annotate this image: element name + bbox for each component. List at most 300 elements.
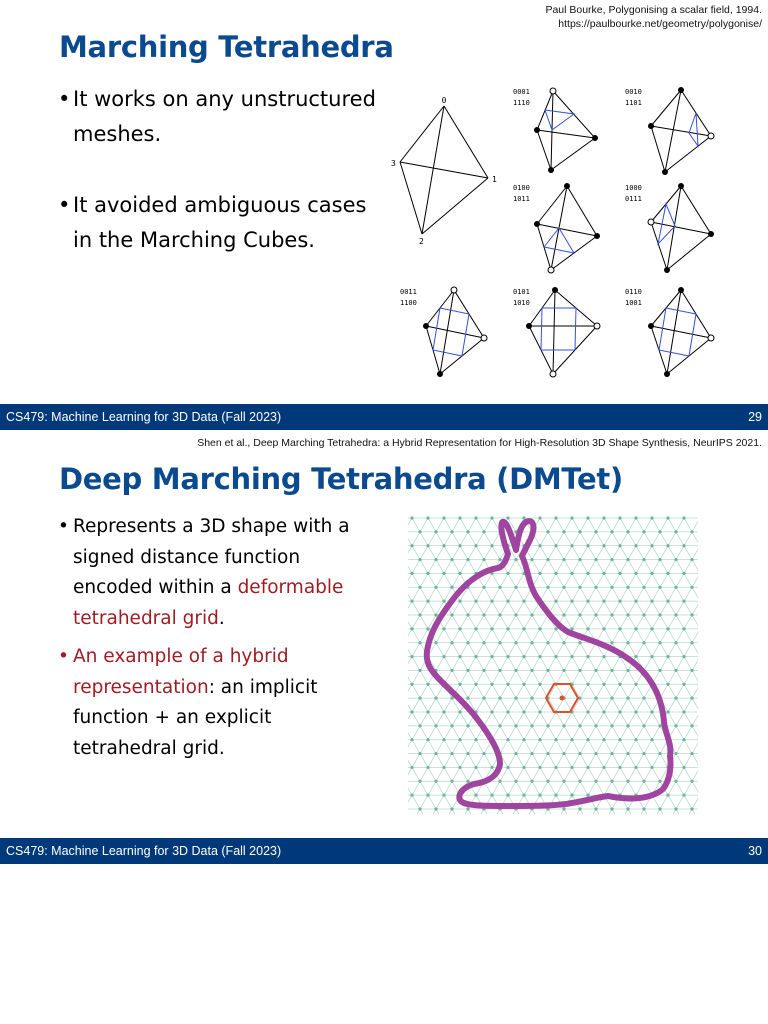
grid-edge (500, 601, 508, 615)
grid-node (546, 586, 549, 589)
grid-edge (556, 781, 564, 795)
highlighted-term: deformable (237, 577, 344, 598)
grid-edge (444, 781, 452, 795)
grid-edge (684, 629, 692, 643)
grid-edge (468, 767, 476, 781)
grid-edge (612, 546, 620, 560)
grid-edge (548, 657, 556, 671)
grid-edge (468, 615, 476, 629)
grid-edge (588, 684, 596, 698)
grid-node (546, 558, 549, 561)
grid-edge (692, 712, 698, 726)
grid-edge (580, 767, 588, 781)
grid-edge (548, 754, 556, 768)
grid-edge (588, 754, 596, 768)
labelled-tetrahedron (400, 106, 488, 234)
slide-title: Deep Marching Tetrahedra (DMTet) (59, 462, 623, 496)
grid-node (450, 613, 453, 616)
grid-edge (652, 560, 660, 574)
grid-node (570, 766, 573, 769)
grid-edge (596, 740, 604, 754)
grid-node (610, 530, 613, 533)
grid-node (634, 655, 637, 658)
grid-node (458, 710, 461, 713)
grid-edge (500, 698, 508, 712)
grid-node (570, 600, 573, 603)
grid-edge (468, 643, 476, 657)
grid-node (442, 738, 445, 741)
grid-edge (428, 601, 436, 615)
grid-edge (532, 726, 540, 740)
grid-edge (452, 643, 460, 657)
grid-edge (500, 740, 508, 754)
grid-edge (692, 532, 698, 546)
dmtet-bunny-grid-figure (408, 514, 698, 814)
grid-node (578, 530, 581, 533)
grid-node (522, 600, 525, 603)
grid-node (594, 530, 597, 533)
grid-edge (684, 560, 692, 574)
grid-edge (556, 518, 564, 532)
grid-node (586, 766, 589, 769)
grid-node (482, 641, 485, 644)
grid-edge (604, 684, 612, 698)
grid-node (490, 655, 493, 658)
grid-edge (644, 629, 652, 643)
grid-edge (548, 726, 556, 740)
grid-node (410, 572, 413, 575)
grid-edge (516, 781, 524, 795)
grid-edge (516, 740, 524, 754)
grid-edge (508, 684, 516, 698)
grid-edge (412, 546, 420, 560)
grid-edge (564, 601, 572, 615)
grid-edge (412, 657, 420, 671)
grid-edge (604, 670, 612, 684)
grid-edge (548, 518, 556, 532)
grid-edge (492, 670, 500, 684)
grid-edge (644, 546, 652, 560)
grid-node (586, 572, 589, 575)
grid-node (418, 586, 421, 589)
grid-edge (692, 560, 698, 574)
grid-edge (508, 698, 516, 712)
grid-node (426, 544, 429, 547)
grid-edge (668, 670, 676, 684)
grid-edge (492, 684, 500, 698)
grid-edge (548, 546, 556, 560)
grid-edge (596, 601, 604, 615)
grid-edge (580, 781, 588, 795)
grid-node (458, 627, 461, 630)
grid-edge (652, 643, 660, 657)
grid-edge (540, 518, 548, 532)
grid-node (410, 766, 413, 769)
grid-node (618, 572, 621, 575)
grid-edge (684, 726, 692, 740)
grid-node (642, 586, 645, 589)
grid-edge (580, 712, 588, 726)
grid-edge (548, 560, 556, 574)
grid-edge (468, 754, 476, 768)
grid-edge (428, 546, 436, 560)
grid-edge (596, 698, 604, 712)
grid-edge (484, 670, 492, 684)
grid-edge (532, 754, 540, 768)
grid-edge (412, 573, 420, 587)
grid-edge (460, 546, 468, 560)
grid-edge (652, 754, 660, 768)
grid-edge (588, 781, 596, 795)
grid-edge (436, 629, 444, 643)
grid-edge (540, 767, 548, 781)
grid-node (602, 572, 605, 575)
grid-node (538, 655, 541, 658)
grid-edge (572, 726, 580, 740)
grid-edge (436, 518, 444, 532)
grid-node (458, 600, 461, 603)
grid-node (586, 794, 589, 797)
grid-edge (436, 657, 444, 671)
grid-edge (620, 573, 628, 587)
grid-node (602, 655, 605, 658)
grid-edge (668, 601, 676, 615)
grid-node (570, 655, 573, 658)
grid-edge (548, 781, 556, 795)
grid-edge (580, 573, 588, 587)
grid-edge (612, 601, 620, 615)
grid-edge (692, 726, 698, 740)
grid-edge (516, 573, 524, 587)
grid-edge (444, 573, 452, 587)
grid-edge (492, 643, 500, 657)
grid-edge (420, 670, 428, 684)
grid-edge (532, 684, 540, 698)
grid-edge (408, 698, 412, 712)
grid-edge (460, 767, 468, 781)
grid-edge (516, 712, 524, 726)
case-code: 0110 (625, 288, 642, 296)
grid-node (450, 752, 453, 755)
grid-edge (500, 643, 508, 657)
grid-edge (452, 546, 460, 560)
grid-node (418, 613, 421, 616)
grid-edge (516, 726, 524, 740)
grid-edge (556, 767, 564, 781)
grid-node (418, 558, 421, 561)
grid-node (514, 558, 517, 561)
grid-edge (468, 546, 476, 560)
grid-edge (460, 518, 468, 532)
grid-node (442, 710, 445, 713)
grid-node (458, 655, 461, 658)
grid-edge (556, 670, 564, 684)
vertex-label-3: 3 (391, 159, 396, 168)
grid-edge (620, 629, 628, 643)
grid-edge (436, 754, 444, 768)
grid-edge (652, 573, 660, 587)
slide-footer (0, 404, 768, 430)
grid-node (442, 600, 445, 603)
grid-edge (588, 657, 596, 671)
grid-edge (412, 532, 420, 546)
grid-edge (588, 712, 596, 726)
bullet-item (58, 512, 378, 634)
grid-edge (644, 532, 652, 546)
grid-edge (636, 629, 644, 643)
grid-edge (540, 629, 548, 643)
grid-edge (652, 767, 660, 781)
grid-edge (412, 518, 420, 532)
grid-edge (684, 643, 692, 657)
grid-node (578, 807, 581, 810)
grid-edge (436, 740, 444, 754)
grid-edge (556, 532, 564, 546)
grid-edge (596, 532, 604, 546)
grid-edge (524, 670, 532, 684)
grid-edge (612, 615, 620, 629)
grid-node (658, 752, 661, 755)
grid-edge (532, 615, 540, 629)
grid-edge (532, 740, 540, 754)
grid-node (586, 710, 589, 713)
grid-edge (604, 615, 612, 629)
grid-edge (412, 698, 420, 712)
grid-node (474, 600, 477, 603)
grid-node (490, 627, 493, 630)
grid-edge (668, 560, 676, 574)
grid-edge (612, 684, 620, 698)
case-code-complement: 1010 (513, 299, 530, 307)
grid-edge (596, 767, 604, 781)
grid-node (514, 613, 517, 616)
grid-node (666, 600, 669, 603)
grid-edge (484, 587, 492, 601)
case-code: 0010 (625, 88, 642, 96)
grid-edge (412, 615, 420, 629)
grid-edge (676, 587, 684, 601)
grid-edge (408, 615, 412, 629)
grid-node (506, 738, 509, 741)
grid-edge (420, 601, 428, 615)
grid-edge (444, 740, 452, 754)
grid-node (538, 766, 541, 769)
grid-edge (652, 601, 660, 615)
grid-edge (636, 767, 644, 781)
grid-edge (692, 587, 698, 601)
grid-node (626, 586, 629, 589)
grid-node (618, 683, 621, 686)
grid-node (634, 544, 637, 547)
grid-edge (668, 532, 676, 546)
grid-edge (532, 643, 540, 657)
grid-edge (596, 615, 604, 629)
grid-node (690, 530, 693, 533)
grid-edge (492, 587, 500, 601)
grid-edge (684, 698, 692, 712)
grid-node (642, 724, 645, 727)
grid-edge (452, 657, 460, 671)
grid-node (434, 530, 437, 533)
grid-node (426, 600, 429, 603)
grid-edge (476, 698, 484, 712)
case-code-complement: 0111 (625, 195, 642, 203)
grid-edge (692, 795, 698, 809)
grid-edge (444, 698, 452, 712)
grid-node (426, 516, 429, 519)
grid-edge (408, 657, 412, 671)
grid-edge (692, 754, 698, 768)
grid-edge (476, 643, 484, 657)
grid-edge (684, 546, 692, 560)
grid-node (482, 530, 485, 533)
grid-node (514, 752, 517, 755)
grid-edge (692, 740, 698, 754)
grid-node (506, 655, 509, 658)
grid-edge (468, 629, 476, 643)
grid-edge (436, 698, 444, 712)
grid-edge (436, 795, 444, 809)
grid-node (442, 766, 445, 769)
grid-edge (500, 587, 508, 601)
grid-node (546, 724, 549, 727)
grid-edge (412, 795, 420, 809)
grid-edge (556, 657, 564, 671)
grid-edge (548, 587, 556, 601)
grid-edge (668, 643, 676, 657)
grid-edge (460, 601, 468, 615)
grid-node (610, 724, 613, 727)
grid-edge (644, 712, 652, 726)
grid-edge (612, 573, 620, 587)
grid-edge (644, 573, 652, 587)
bullet-line: tetrahedral grid. (73, 737, 225, 759)
grid-edge (644, 767, 652, 781)
grid-edge (580, 670, 588, 684)
grid-node (690, 586, 693, 589)
grid-edge (636, 726, 644, 740)
grid-edge (684, 740, 692, 754)
grid-node (514, 697, 517, 700)
grid-edge (500, 657, 508, 671)
grid-edge (556, 712, 564, 726)
grid-edge (420, 726, 428, 740)
bullet-text: . (218, 607, 225, 629)
grid-node (434, 613, 437, 616)
grid-node (562, 780, 565, 783)
grid-edge (516, 629, 524, 643)
grid-node (410, 710, 413, 713)
grid-node (482, 697, 485, 700)
grid-node (682, 683, 685, 686)
grid-edge (652, 740, 660, 754)
grid-node (506, 794, 509, 797)
grid-node (546, 530, 549, 533)
grid-edge (628, 670, 636, 684)
marching-tetrahedra-diagram (388, 86, 723, 382)
grid-edge (420, 781, 428, 795)
grid-node (562, 641, 565, 644)
grid-edge (620, 767, 628, 781)
grid-edge (436, 560, 444, 574)
grid-edge (468, 726, 476, 740)
grid-node (610, 697, 613, 700)
case-tetrahedron (400, 287, 487, 377)
grid-edge (524, 657, 532, 671)
grid-node (450, 780, 453, 783)
grid-edge (668, 587, 676, 601)
grid-edge (420, 698, 428, 712)
grid-edge (412, 726, 420, 740)
center-point-icon (560, 696, 565, 701)
grid-node (674, 752, 677, 755)
grid-node (554, 766, 557, 769)
grid-edge (620, 712, 628, 726)
grid-edge (612, 754, 620, 768)
grid-node (458, 544, 461, 547)
grid-edge (444, 795, 452, 809)
page-number: 29 (748, 410, 762, 424)
grid-edge (508, 754, 516, 768)
grid-edge (652, 518, 660, 532)
highlighted-term: tetrahedral grid (73, 607, 219, 629)
grid-edge (620, 615, 628, 629)
grid-edge (524, 615, 532, 629)
citation-line-1: Paul Bourke, Polygonising a scalar field, 1994. (545, 4, 762, 16)
grid-edge (500, 629, 508, 643)
grid-edge (508, 670, 516, 684)
grid-edge (476, 587, 484, 601)
grid-edge (596, 587, 604, 601)
grid-node (554, 600, 557, 603)
grid-node (586, 627, 589, 630)
grid-node (426, 572, 429, 575)
grid-edge (660, 601, 668, 615)
grid-edge (628, 754, 636, 768)
grid-edge (444, 546, 452, 560)
grid-edge (428, 767, 436, 781)
grid-edge (564, 518, 572, 532)
grid-edge (628, 532, 636, 546)
grid-node (570, 544, 573, 547)
bullet-item: • It works on any unstructured meshes. (58, 82, 378, 152)
grid-edge (628, 684, 636, 698)
grid-edge (588, 546, 596, 560)
grid-edge (408, 712, 412, 726)
grid-edge (620, 587, 628, 601)
grid-edge (460, 726, 468, 740)
grid-node (562, 724, 565, 727)
grid-edge (628, 587, 636, 601)
grid-node (594, 558, 597, 561)
grid-edge (492, 712, 500, 726)
grid-edge (684, 795, 692, 809)
grid-node (554, 516, 557, 519)
grid-edge (468, 740, 476, 754)
grid-node (634, 766, 637, 769)
grid-edge (540, 726, 548, 740)
bullet-item (58, 642, 378, 764)
grid-edge (636, 754, 644, 768)
grid-node (690, 752, 693, 755)
grid-node (530, 697, 533, 700)
grid-edge (540, 657, 548, 671)
grid-edge (604, 587, 612, 601)
grid-edge (524, 740, 532, 754)
grid-node (562, 807, 565, 810)
grid-node (618, 627, 621, 630)
grid-edge (636, 560, 644, 574)
